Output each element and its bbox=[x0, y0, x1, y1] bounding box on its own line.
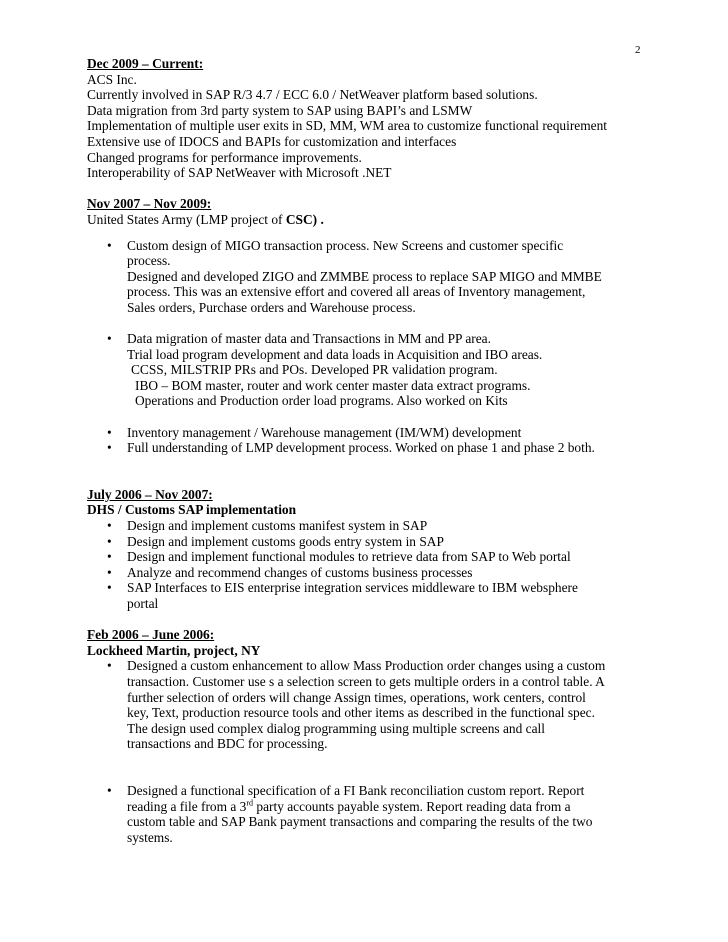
text-fragment: party accounts payable system. Report reading data from a bbox=[253, 798, 571, 814]
bullet-list bbox=[87, 425, 707, 456]
bullet-list bbox=[87, 331, 707, 409]
text-fragment: reading a file from a 3 bbox=[127, 798, 247, 814]
text-line: process. bbox=[127, 253, 171, 269]
text-line: transaction. Customer use s a selection screen to gets multiple orders in a control table. A bbox=[127, 673, 605, 689]
text-line: portal bbox=[127, 596, 159, 611]
text-line bbox=[127, 799, 707, 815]
section-heading: Feb 2006 – June 2006: bbox=[87, 627, 215, 643]
text-line: Changed programs for performance improvements. bbox=[87, 149, 362, 165]
text-line: systems. bbox=[127, 829, 173, 845]
bullet-item: • Analyze and recommend changes of customs business processes bbox=[87, 565, 707, 581]
employer-name: ACS Inc. bbox=[87, 71, 137, 87]
client-name bbox=[87, 212, 707, 228]
text-line: process. This was an extensive effort and covered all areas of Inventory management, bbox=[127, 284, 586, 300]
text-line: • SAP Interfaces to EIS enterprise integration services middleware to IBM websphere bbox=[127, 580, 578, 596]
client-text-bold: CSC) . bbox=[285, 211, 324, 227]
text-line: key, Text, production resource tools and other items as described in the functional spec. bbox=[127, 705, 595, 721]
bullet-item: • Full understanding of LMP development process. Worked on phase 1 and phase 2 both. bbox=[87, 440, 707, 456]
text-line: further selection of orders will change Assign times, operations, work centers, control bbox=[127, 689, 586, 705]
bullet-list bbox=[87, 658, 707, 752]
text-line: custom table and SAP Bank payment transactions and comparing the results of the two bbox=[127, 814, 593, 830]
text-line: The design used complex dialog programming using multiple screens and call bbox=[127, 720, 545, 736]
page-number: 2 bbox=[635, 44, 641, 56]
text-line: Trial load program development and data loads in Acquisition and IBO areas. bbox=[127, 346, 543, 362]
text-line: Currently involved in SAP R/3 4.7 / ECC 6.0 / NetWeaver platform based solutions. bbox=[87, 87, 538, 103]
text-line: Extensive use of IDOCS and BAPIs for customization and interfaces bbox=[87, 133, 457, 149]
client-text: United States Army (LMP project of bbox=[87, 211, 286, 227]
resume-content bbox=[87, 56, 707, 845]
text-line: Data migration from 3rd party system to SAP using BAPI’s and LSMW bbox=[87, 102, 473, 118]
text-line: • Custom design of MIGO transaction process. New Screens and customer specific bbox=[127, 237, 564, 253]
bullet-item: • Inventory management / Warehouse management (IM/WM) development bbox=[87, 425, 707, 441]
bullet-list bbox=[87, 783, 707, 845]
text-line: Implementation of multiple user exits in SD, MM, WM area to customize functional requirement bbox=[87, 118, 608, 134]
section-heading: July 2006 – Nov 2007: bbox=[87, 486, 213, 502]
text-line: transactions and BDC for processing. bbox=[127, 736, 328, 752]
bullet-item bbox=[87, 580, 707, 611]
text-line: Operations and Production order load programs. Also worked on Kits bbox=[135, 393, 508, 409]
text-line: IBO – BOM master, router and work center master data extract programs. bbox=[135, 377, 531, 393]
bullet-item: • Design and implement customs manifest system in SAP bbox=[87, 518, 707, 534]
client-name: Lockheed Martin, project, NY bbox=[87, 642, 261, 658]
bullet-list bbox=[87, 238, 707, 316]
bullet-item bbox=[87, 658, 707, 752]
text-line: CCSS, MILSTRIP PRs and POs. Developed PR validation program. bbox=[131, 362, 498, 378]
bullet-item bbox=[87, 331, 707, 409]
text-line: • Data migration of master data and Transactions in MM and PP area. bbox=[127, 331, 491, 347]
section-heading: Nov 2007 – Nov 2009: bbox=[87, 196, 212, 212]
bullet-item: • Design and implement functional modules to retrieve data from SAP to Web portal bbox=[87, 549, 707, 565]
text-line: Designed and developed ZIGO and ZMMBE process to replace SAP MIGO and MMBE bbox=[127, 268, 602, 284]
text-line: Interoperability of SAP NetWeaver with Microsoft .NET bbox=[87, 165, 392, 181]
text-line: • Designed a custom enhancement to allow Mass Production order changes using a custom bbox=[127, 658, 606, 674]
bullet-item bbox=[87, 783, 707, 845]
bullet-item: • Design and implement customs goods entry system in SAP bbox=[87, 534, 707, 550]
client-name: DHS / Customs SAP implementation bbox=[87, 502, 297, 518]
section-heading: Dec 2009 – Current: bbox=[87, 56, 204, 71]
text-line: Sales orders, Purchase orders and Warehouse process. bbox=[127, 299, 416, 315]
text-line: • Designed a functional specification of a FI Bank reconciliation custom report. Report bbox=[127, 782, 585, 798]
bullet-list bbox=[87, 518, 707, 612]
bullet-item bbox=[87, 238, 707, 316]
ordinal-suffix: rd bbox=[246, 798, 254, 808]
